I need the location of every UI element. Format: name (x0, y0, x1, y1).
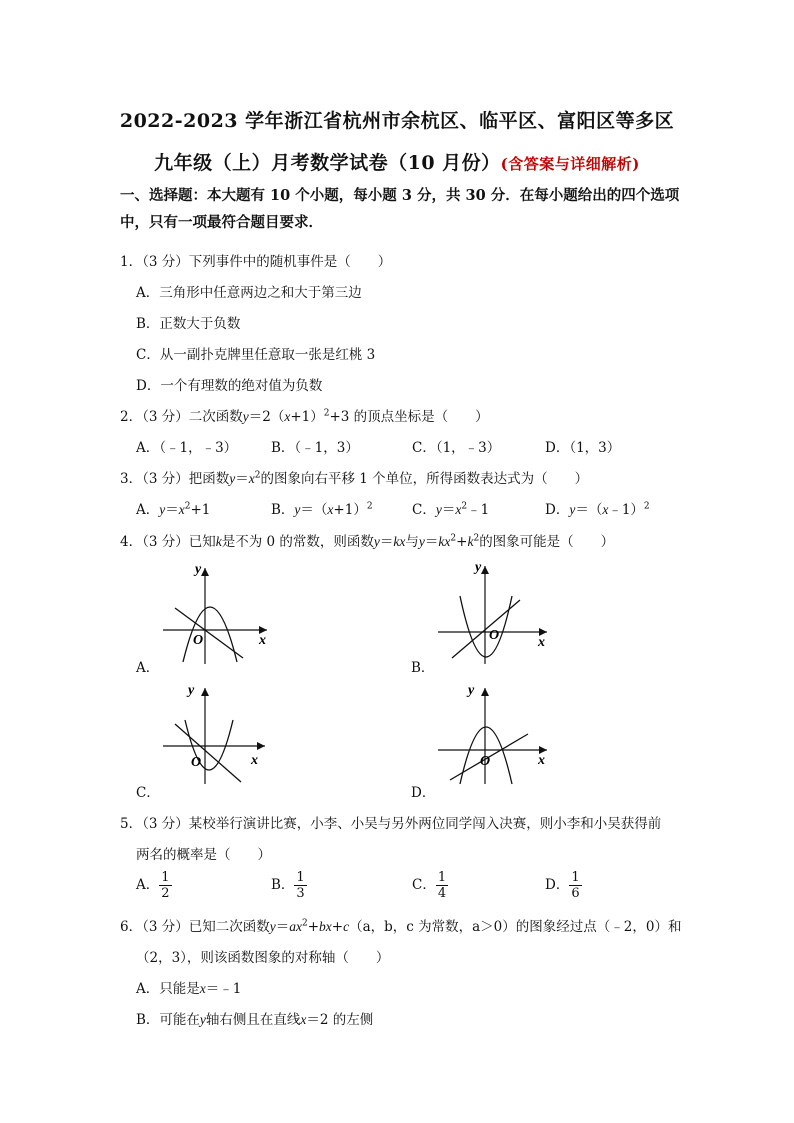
graph-c-x-label: x (251, 753, 258, 768)
question-6-option-a: A．只能是x＝﹣1 (136, 981, 242, 997)
question-2-option-c: C．（1，﹣3） (412, 440, 501, 456)
question-5-option-b: B． $\frac{1}{3}$ (271, 870, 305, 901)
question-2-option-a: A．（﹣1，﹣3） (136, 440, 238, 456)
question-5-stem-line1: 5．（3 分）某校举行演讲比赛，小李、小吴与另外两位同学闯入决赛，则小李和小吴获得前 (120, 816, 662, 832)
question-4-graph-b (430, 558, 555, 670)
subtitle-text: 九年级（上）月考数学试卷（10 月份） (154, 152, 501, 174)
graph-a-origin: O (193, 633, 204, 648)
graph-b-origin: O (489, 628, 500, 643)
question-3-stem: 3．（3 分）把函数$y=x^2$的图象向右平移 1 个单位，所得函数表达式为（ ） (120, 470, 589, 487)
question-2-stem: 2．（3 分）二次函数$y=2(x+1)^2+3$ 的顶点坐标是（ ） (120, 408, 489, 425)
graph-a-y-label: y (195, 562, 202, 577)
question-5-option-c: C． $\frac{1}{4}$ (412, 870, 447, 901)
question-6-stem-line1: 6．（3 分）已知二次函数$y=ax^2+bx+c(a$，b，c 为常数，a＞0）的图象经过点（﹣2，0）和 (120, 918, 682, 935)
question-1-option-d: D．一个有理数的绝对值为负数 (136, 378, 323, 394)
section-heading: 一、选择题：本大题有 10 个小题，每小题 3 分，共 30 分．在每小题给出的四个选项中，只有一项最符合题目要求． (120, 187, 680, 231)
question-1-stem: 1．（3 分）下列事件中的随机事件是（ ） (120, 254, 392, 270)
question-2-option-b: B．（﹣1，3） (271, 440, 359, 456)
graph-c-y-label: y (188, 683, 195, 698)
graph-c-origin: O (191, 755, 202, 770)
question-3-option-d: D．y＝（x﹣1）$^2$ (545, 501, 650, 518)
question-6-option-b: B．可能在y轴右侧且在直线x＝2 的左侧 (136, 1012, 374, 1028)
question-5-stem-line2: 两名的概率是（ ） (136, 847, 271, 863)
graph-a-x-label: x (259, 633, 266, 648)
graph-b-x-label: x (538, 635, 545, 650)
question-5-option-a: A． $\frac{1}{2}$ (136, 870, 170, 901)
question-1-option-a: A．三角形中任意两边之和大于第三边 (136, 285, 362, 301)
question-3-option-b: B．$y=(x+1)^2$ (271, 501, 373, 518)
graph-b-y-label: y (475, 560, 482, 575)
question-4-stem: 4．（3 分）已知k是不为 0 的常数，则函数y＝kx与$y=kx^2+k^2$的图象可能是（ ） (120, 533, 615, 550)
graph-d-y-label: y (468, 683, 475, 698)
question-6-stem-line2: （2，3），则该函数图象的对称轴（ ） (136, 950, 390, 966)
question-4-option-a: A． (136, 660, 160, 676)
question-3-option-c: C．$y=x^2﹣1$ (412, 501, 490, 518)
page-title: 2022-2023 学年浙江省杭州市余杭区、临平区、富阳区等多区 (119, 110, 675, 132)
question-3-option-a: A．$y=x^2+1$ (136, 501, 211, 518)
question-4-option-c: C． (136, 785, 160, 801)
question-5-option-d: D． $\frac{1}{6}$ (545, 870, 580, 901)
question-1-option-b: B．正数大于负数 (136, 316, 241, 332)
question-4-option-b: B． (411, 660, 435, 676)
question-1-option-c: C．从一副扑克牌里任意取一张是红桃 3 (136, 347, 376, 363)
answer-note: (含答案与详细解析) (500, 155, 640, 173)
question-4-graph-a (155, 558, 275, 670)
page-subtitle (0, 148, 794, 175)
graph-d-origin: O (480, 754, 491, 769)
graph-d-x-label: x (538, 753, 545, 768)
question-4-graph-d (430, 680, 555, 792)
question-4-graph-c (155, 680, 275, 792)
question-4-option-d: D． (411, 785, 436, 801)
question-2-option-d: D．（1，3） (545, 440, 621, 456)
